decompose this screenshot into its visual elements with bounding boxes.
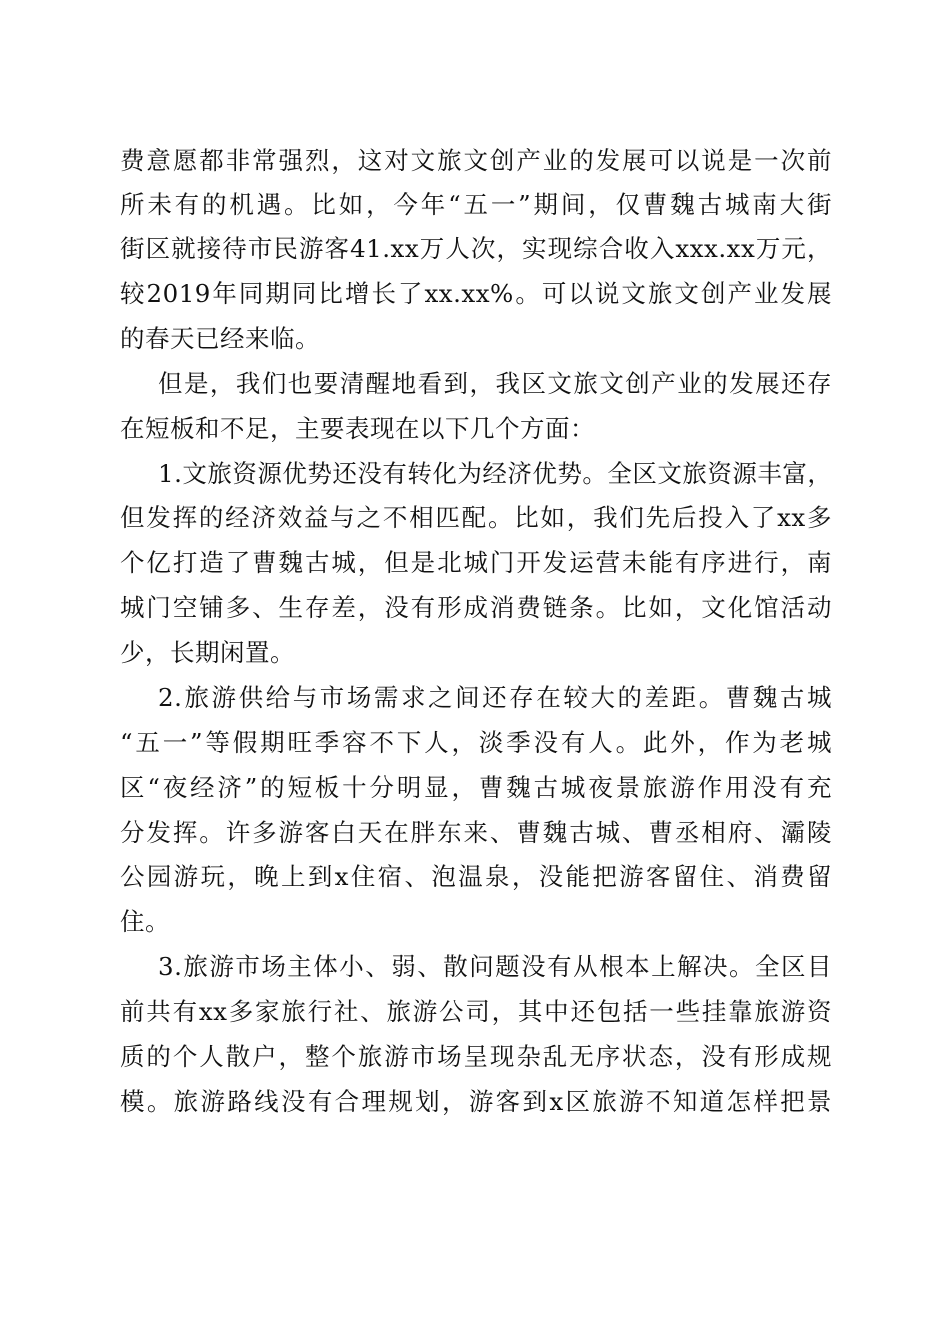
text-line: 公园游玩，晚上到x住宿、泡温泉，没能把游客留住、消费留 <box>120 862 832 891</box>
list-item-1-heading: 1.文旅资源优势还没有转化为经济优势。全区文旅资源丰富， <box>158 459 833 488</box>
text-line: 在短板和不足，主要表现在以下几个方面： <box>120 414 595 443</box>
paragraph-first-line: 但是，我们也要清醒地看到，我区文旅文创产业的发展还存 <box>158 369 832 398</box>
text-line: 的春天已经来临。 <box>120 324 320 353</box>
text-line: 所未有的机遇。比如，今年“五一”期间，仅曹魏古城南大街 <box>120 190 832 219</box>
text-line: 模。旅游路线没有合理规划，游客到x区旅游不知道怎样把景 <box>120 1087 832 1116</box>
text-line: 个亿打造了曹魏古城，但是北城门开发运营未能有序进行，南 <box>120 548 832 577</box>
text-line: 质的个人散户，整个旅游市场呈现杂乱无序状态，没有形成规 <box>120 1042 832 1071</box>
text-line: 住。 <box>120 907 170 936</box>
text-line: 较2019年同期同比增长了xx.xx%。可以说文旅文创产业发展 <box>120 279 832 308</box>
text-line: 区“夜经济”的短板十分明显，曹魏古城夜景旅游作用没有充 <box>120 773 832 802</box>
text-line: 但发挥的经济效益与之不相匹配。比如，我们先后投入了xx多 <box>120 503 832 532</box>
list-item-3-heading: 3.旅游市场主体小、弱、散问题没有从根本上解决。全区目 <box>158 952 832 981</box>
text-line: 少，长期闲置。 <box>120 638 295 667</box>
text-line: 分发挥。许多游客白天在胖东来、曹魏古城、曹丞相府、灞陵 <box>120 818 832 847</box>
text-line: 前共有xx多家旅行社、旅游公司，其中还包括一些挂靠旅游资 <box>120 997 832 1026</box>
list-item-2-heading: 2.旅游供给与市场需求之间还存在较大的差距。曹魏古城 <box>158 683 832 712</box>
text-line: 城门空铺多、生存差，没有形成消费链条。比如，文化馆活动 <box>120 593 832 622</box>
text-line: “五一”等假期旺季容不下人，淡季没有人。此外，作为老城 <box>120 728 832 757</box>
text-line: 费意愿都非常强烈，这对文旅文创产业的发展可以说是一次前 <box>120 146 832 175</box>
text-line: 街区就接待市民游客41.xx万人次，实现综合收入xxx.xx万元， <box>120 234 832 263</box>
